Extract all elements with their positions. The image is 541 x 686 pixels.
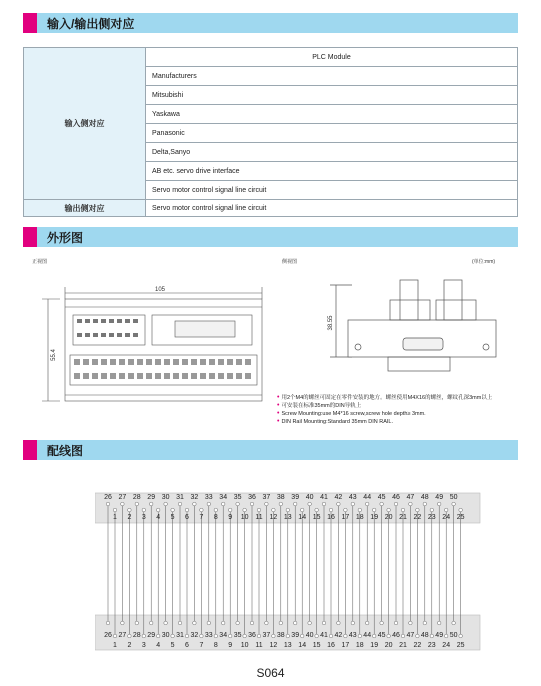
pin-terminal [149,621,153,625]
pin-label: 37 [262,632,271,639]
pin-terminal [106,621,110,625]
pin-label: 48 [420,494,429,501]
pin-terminal [315,634,319,638]
pin-terminal [452,621,456,625]
section-title: 输入/输出侧对应 [47,17,135,31]
pin-label: 43 [348,632,357,639]
pin-terminal [372,634,376,638]
pin-label: 18 [355,642,364,649]
pin-label: 47 [406,494,415,501]
pin-terminal [286,508,290,512]
pin-terminal [286,634,290,638]
front-view-drawing [40,285,270,410]
output-label-cell: 输出侧对应 [24,200,146,217]
table-row: AB etc. servo drive interface [146,162,518,181]
pin-terminal [416,634,420,638]
pin-terminal [272,508,276,512]
pin-terminal [337,621,341,625]
pin-terminal [337,502,341,506]
page-number: S064 [256,666,285,680]
table-row: Panasonic [146,124,518,143]
pin-label: 27 [118,494,127,501]
unit-caption: (单位:mm) [472,259,496,265]
pin-label: 38 [276,632,285,639]
pin-terminal [437,621,441,625]
pin-terminal [250,621,254,625]
pin-terminal [279,502,283,506]
pin-label: 20 [384,514,393,521]
pin-label: 33 [204,494,213,501]
pin-label: 3 [141,514,146,521]
pin-terminal [164,502,168,506]
pin-terminal [401,634,405,638]
pin-label: 41 [320,632,328,639]
pin-terminal [178,502,182,506]
pin-label: 11 [255,642,263,649]
pin-terminal [156,634,160,638]
pin-terminal [344,634,348,638]
pin-label: 21 [399,514,407,521]
pin-terminal [300,508,304,512]
pin-label: 12 [269,642,278,649]
height-dimension: 55.4 [51,349,57,361]
pin-label: 46 [392,494,400,501]
pin-terminal [193,502,197,506]
pin-terminal [401,508,405,512]
pin-terminal [243,508,247,512]
pin-label: 45 [377,494,386,501]
pin-label: 6 [185,642,189,649]
pin-terminal [315,508,319,512]
note-item: • DIN Rail Mounting:Standard 35mm DIN RAIL. [277,418,394,425]
section-header-io [23,13,518,33]
pin-label: 40 [305,494,314,501]
pin-terminal [142,508,146,512]
section-title: 外形图 [47,231,84,245]
pin-label: 10 [240,642,249,649]
pin-terminal [207,621,211,625]
pin-terminal [221,621,225,625]
pin-terminal [380,621,384,625]
pin-terminal [185,508,189,512]
pin-terminal [308,502,312,506]
pin-terminal [250,502,254,506]
pin-terminal [293,502,297,506]
pin-label: 40 [305,632,314,639]
pin-label: 22 [413,514,422,521]
pin-terminal [265,621,269,625]
pin-label: 43 [348,494,357,501]
pin-label: 8 [213,642,218,649]
side-view-drawing [318,275,498,385]
section-marker [23,440,37,460]
pin-terminal [200,634,204,638]
pin-terminal [387,508,391,512]
pin-terminal [228,508,232,512]
pin-terminal [142,634,146,638]
pin-label: 35 [233,632,242,639]
pin-label: 23 [427,642,436,649]
pin-label: 36 [248,632,256,639]
pin-terminal [171,508,175,512]
pin-label: 32 [190,494,199,501]
pin-label: 5 [170,642,175,649]
pin-label: 12 [269,514,278,521]
pin-terminal [444,634,448,638]
section-header-wiring [23,440,518,460]
pin-label: 25 [456,642,465,649]
pin-label: 4 [156,642,161,649]
pin-label: 30 [161,632,170,639]
pin-terminal [358,508,362,512]
pin-terminal [272,634,276,638]
pin-label: 16 [327,642,335,649]
pin-label: 18 [355,514,364,521]
pin-label: 50 [449,632,458,639]
pin-label: 50 [449,494,458,501]
pin-label: 7 [199,514,204,521]
pin-label: 37 [262,494,271,501]
pin-terminal [128,508,132,512]
pin-terminal [452,502,456,506]
pin-terminal [365,621,369,625]
pin-terminal [257,634,261,638]
note-item: • Screw Mounting:use M4*16 screw,screw hole depth≥ 3mm. [277,410,426,417]
pin-terminal [293,621,297,625]
pin-terminal [164,621,168,625]
pin-label: 10 [240,514,249,521]
pin-label: 45 [377,632,386,639]
pin-label: 14 [298,642,307,649]
pin-label: 28 [132,632,141,639]
pin-label: 33 [204,632,213,639]
pin-label: 28 [132,494,141,501]
wiring-diagram [95,488,485,656]
pin-label: 24 [442,642,451,649]
section-marker [23,13,37,33]
pin-terminal [257,508,261,512]
pin-terminal [135,502,139,506]
pin-terminal [128,634,132,638]
pin-terminal [214,508,218,512]
pin-label: 42 [334,632,343,639]
table-row: Manufacturers [146,67,518,86]
table-row: Mitsubishi [146,86,518,105]
pin-terminal [351,621,355,625]
pin-label: 31 [176,494,184,501]
section-header-outline [23,227,518,247]
pin-label: 15 [312,514,321,521]
pin-label: 19 [370,642,379,649]
pin-terminal [185,634,189,638]
pin-label: 42 [334,494,343,501]
pin-label: 3 [141,642,146,649]
pin-terminal [365,502,369,506]
pin-terminal [351,502,355,506]
io-correspondence-table [23,47,518,217]
pin-label: 1 [113,514,117,521]
pin-terminal [121,621,125,625]
pin-label: 36 [248,494,256,501]
pin-label: 17 [341,514,350,521]
pin-terminal [459,508,463,512]
pin-label: 5 [170,514,175,521]
section-marker [23,227,37,247]
pin-label: 38 [276,494,285,501]
pin-terminal [308,621,312,625]
pin-terminal [416,508,420,512]
pin-label: 32 [190,632,199,639]
pin-terminal [113,634,117,638]
pin-label: 23 [427,514,436,521]
pin-label: 4 [156,514,161,521]
pin-label: 29 [147,632,156,639]
output-value-cell: Servo motor control signal line circuit [146,200,518,217]
pin-terminal [106,502,110,506]
pin-terminal [279,621,283,625]
pin-label: 14 [298,514,307,521]
pin-label: 2 [127,642,132,649]
pin-terminal [394,621,398,625]
pin-label: 13 [283,642,292,649]
pin-terminal [387,634,391,638]
pin-label: 7 [199,642,204,649]
pin-terminal [409,621,413,625]
note-item: • 用2个M4的螺丝可固定在零件安装的地方。螺丝使用M4X16的螺丝，螺纹孔深3mm以上 [277,394,493,401]
pin-terminal [380,502,384,506]
pin-terminal [437,502,441,506]
pin-label: 6 [185,514,189,521]
pin-label: 13 [283,514,292,521]
pin-terminal [322,621,326,625]
pin-terminal [135,621,139,625]
pin-terminal [265,502,269,506]
table-row: Servo motor control signal line circuit [146,181,518,200]
pin-terminal [113,508,117,512]
side-height-dimension: 38.55 [328,315,334,331]
pin-label: 34 [219,494,228,501]
table-header-cell: PLC Module [146,48,518,67]
pin-label: 30 [161,494,170,501]
side-view-caption: 侧视图 [282,259,298,265]
pin-terminal [344,508,348,512]
width-dimension: 105 [154,287,166,293]
table-row: Yaskawa [146,105,518,124]
pin-terminal [300,634,304,638]
pin-label: 21 [399,642,407,649]
pin-label: 9 [228,642,233,649]
pin-label: 15 [312,642,321,649]
pin-label: 49 [435,632,444,639]
pin-label: 17 [341,642,350,649]
pin-label: 35 [233,494,242,501]
pin-terminal [221,502,225,506]
pin-terminal [228,634,232,638]
pin-label: 19 [370,514,379,521]
input-label-cell: 输入侧对应 [24,48,146,200]
pin-label: 26 [104,632,112,639]
front-view-caption: 正视图 [32,259,48,265]
pin-label: 9 [228,514,233,521]
pin-terminal [214,634,218,638]
pin-terminal [243,634,247,638]
pin-label: 39 [291,632,300,639]
pin-label: 22 [413,642,422,649]
pin-terminal [423,621,427,625]
pin-label: 8 [213,514,218,521]
mounting-notes [277,394,492,426]
note-item: • 可安装在标准35mm的DIN导轨上 [277,402,362,409]
pin-label: 16 [327,514,335,521]
pin-terminal [358,634,362,638]
pin-terminal [236,502,240,506]
pin-label: 44 [363,494,372,501]
pin-terminal [207,502,211,506]
pin-label: 46 [392,632,400,639]
pin-terminal [178,621,182,625]
pin-terminal [200,508,204,512]
pin-terminal [409,502,413,506]
section-title: 配线图 [47,444,84,458]
table-row: Delta,Sanyo [146,143,518,162]
pin-terminal [329,508,333,512]
pin-label: 1 [113,642,117,649]
pin-label: 39 [291,494,300,501]
pin-terminal [430,634,434,638]
pin-terminal [121,502,125,506]
pin-terminal [459,634,463,638]
pin-terminal [444,508,448,512]
pin-terminal [372,508,376,512]
pin-label: 24 [442,514,451,521]
pin-label: 34 [219,632,228,639]
pin-label: 44 [363,632,372,639]
pin-terminal [156,508,160,512]
pin-terminal [329,634,333,638]
pin-terminal [430,508,434,512]
pin-label: 48 [420,632,429,639]
pin-label: 47 [406,632,415,639]
pin-label: 49 [435,494,444,501]
pin-terminal [149,502,153,506]
pin-label: 25 [456,514,465,521]
pin-terminal [423,502,427,506]
pin-label: 11 [255,514,263,521]
pin-terminal [171,634,175,638]
pin-label: 2 [127,514,132,521]
pin-label: 41 [320,494,328,501]
pin-label: 29 [147,494,156,501]
pin-label: 20 [384,642,393,649]
pin-terminal [193,621,197,625]
pin-label: 26 [104,494,112,501]
pin-terminal [394,502,398,506]
pin-label: 27 [118,632,127,639]
pin-label: 31 [176,632,184,639]
pin-terminal [322,502,326,506]
pin-terminal [236,621,240,625]
